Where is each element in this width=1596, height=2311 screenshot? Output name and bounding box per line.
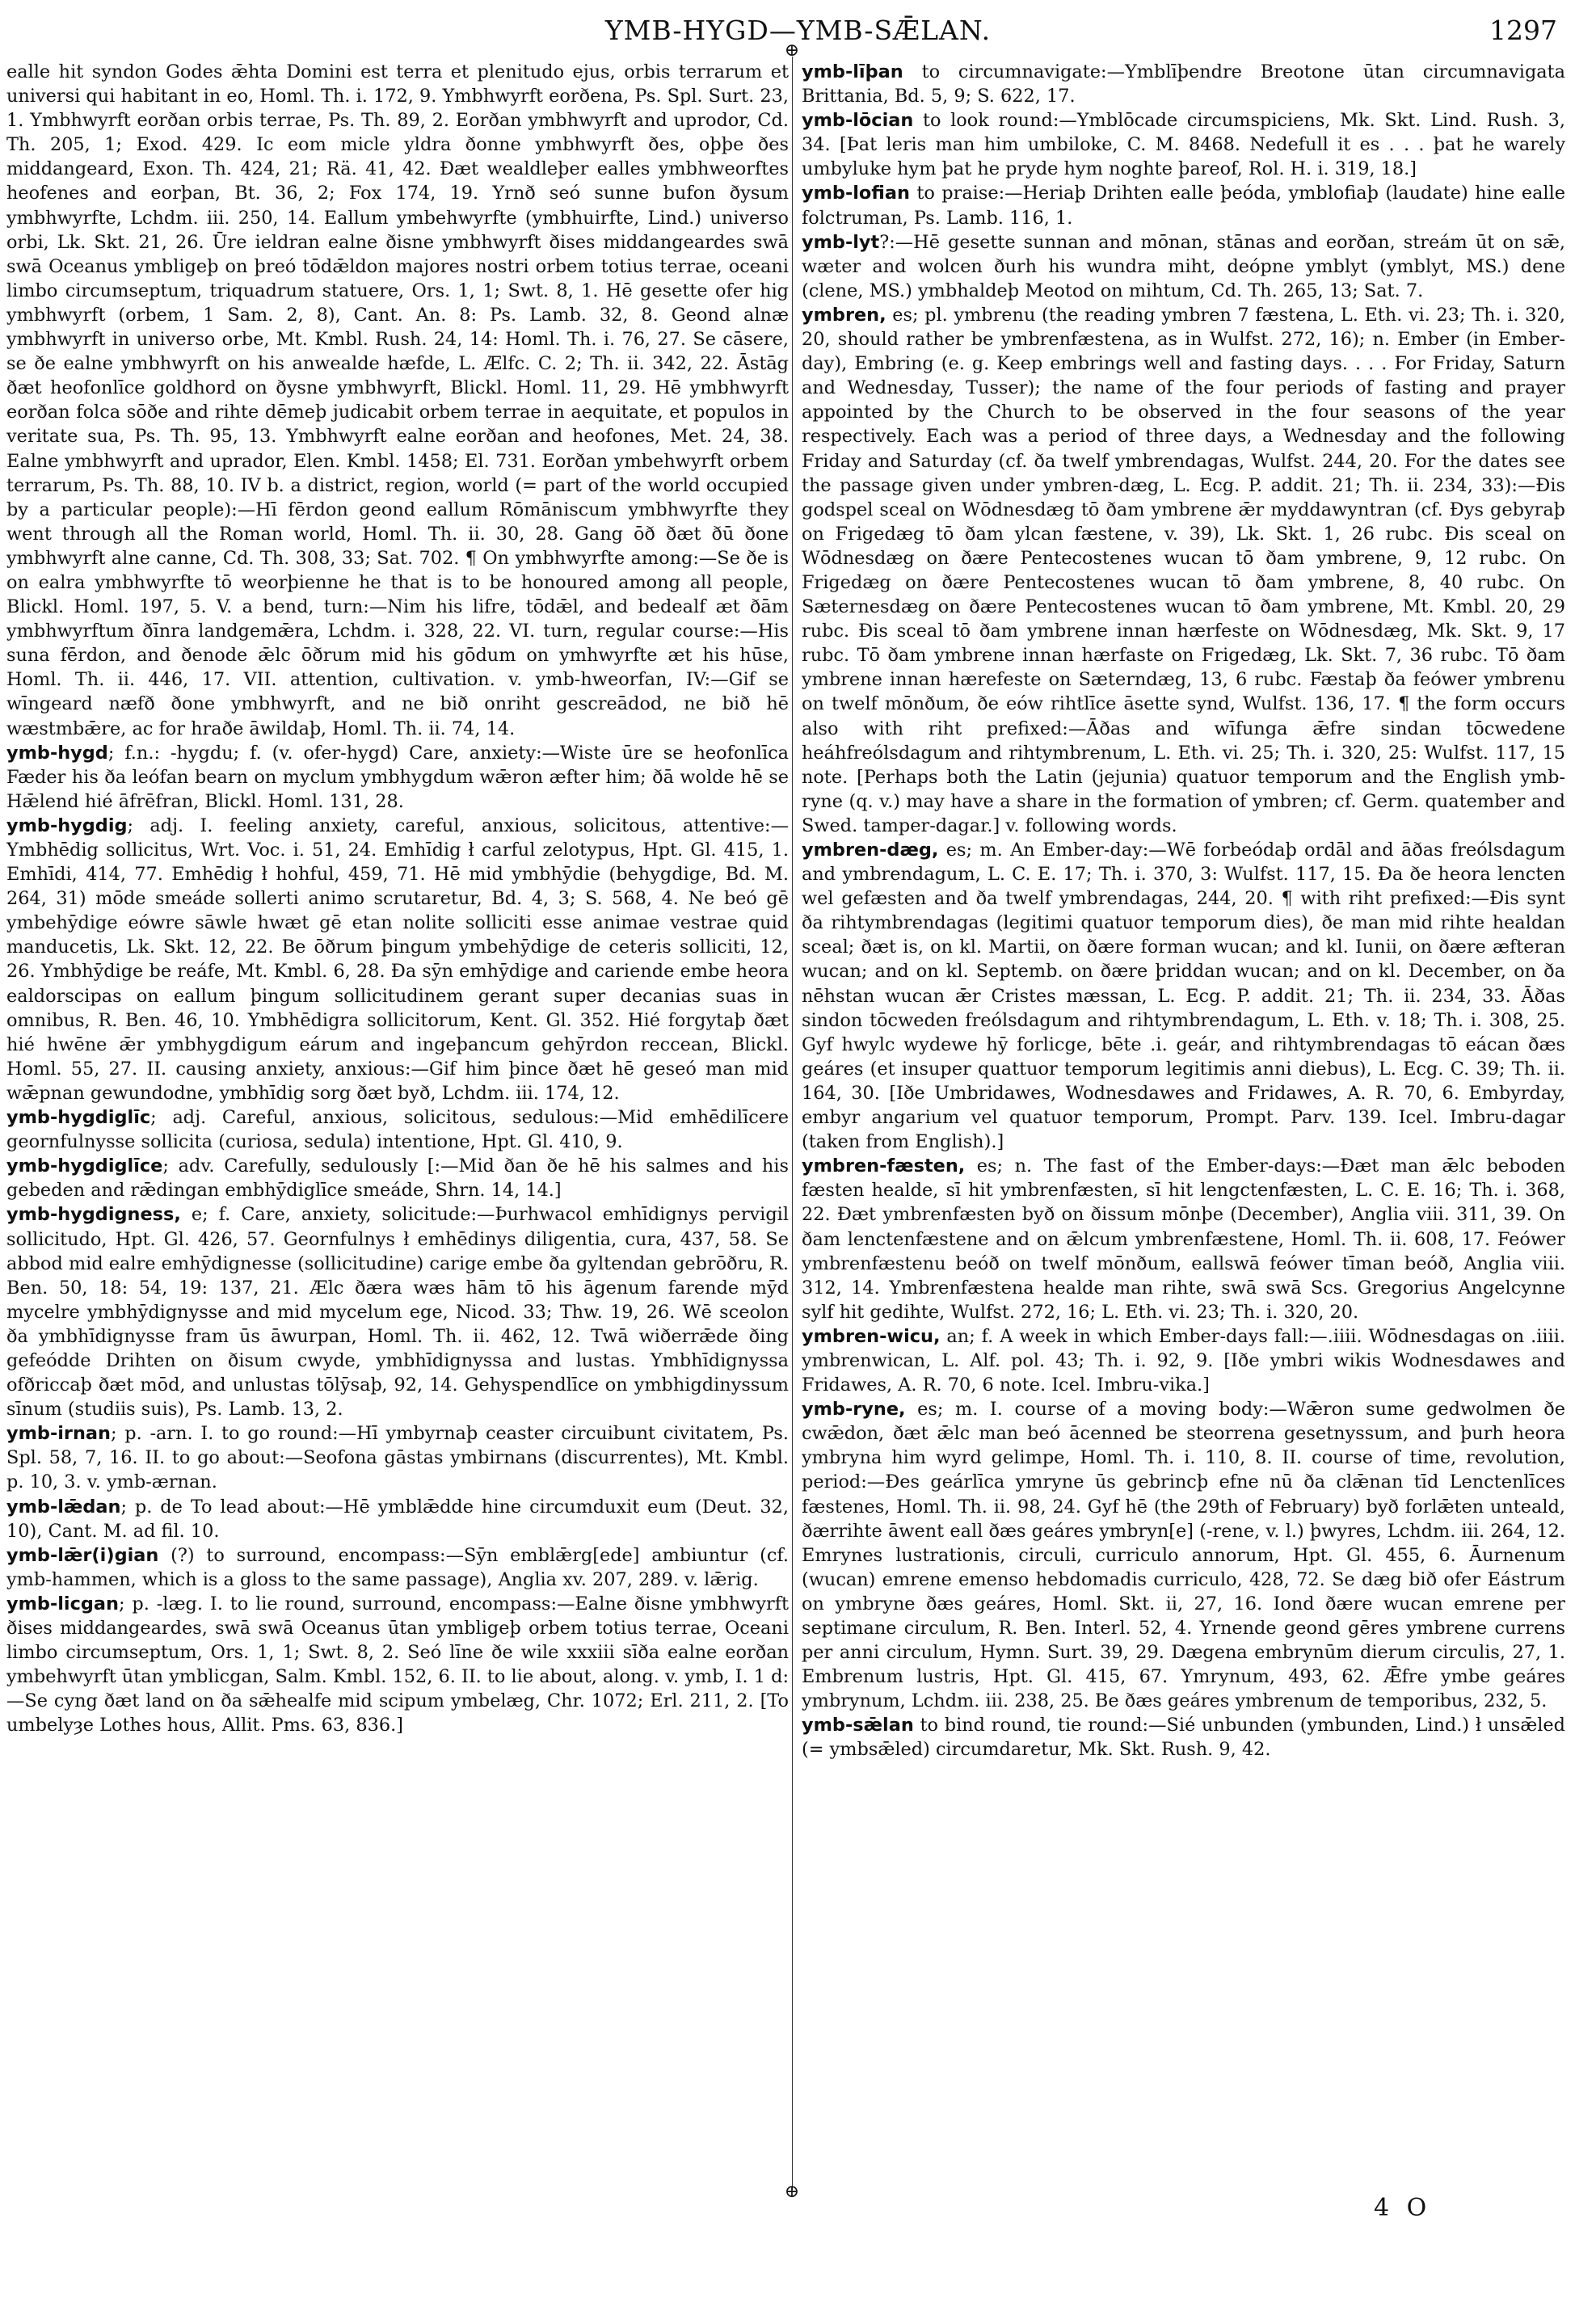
entry-ymbren-daeg: ymbren-dæg, es; m. An Ember-day:—Wē forbeódaþ ordāl and āðas freólsdagum and ymbrendagum, L. C. E. 17; Th. i. 370, 3: Wulfst. 117, 15. Ða ðe heora lencten wel gefæsten and ða twelf ymbrendagas, 244, 20. ¶ with riht prefixed:—Ðis synt ða rihtymbrendagas (legitimi quatuor temporum dies), ðe man mid rihte healdan sceal; ðæt is, on kl. Martii, on ðære forman wucan; and kl. Iunii, on ðære æfteran wucan; and on kl. Septemb. on ðære þriddan wucan; and on kl. December, on ða nēhstan wucan ǣr Cristes mæssan, L. Ecg. P. addit. 21; Th. ii. 234, 33. Āðas sindon tōcweden freólsdagum and rihtymbrendagum, L. Eth. v. 18; Th. i. 308, 25. Gyf hwylc wydewe hȳ forlicge, bēte .i. geár, and rihtymbrendagas tō eácan ðæs geáres (et insuper quattuor temporum legitimis anni diebus), L. Ecg. C. 39; Th. ii. 164, 30. [Iðe Umbridawes, Wodnesdawes and Fridawes, A. R. 70, 6. Embyrday, embyr angarium vel quatuor temporum, Prompt. Parv. 139. Icel. Imbru-dagar (taken from English).] [802, 840, 1565, 1153]
headword: ymb-lǣr(i)gian [6, 1544, 159, 1566]
entry-ymb-licgan: ymb-licgan; p. -læg. I. to lie round, surround, encompass:—Ealne ðisne ymbhwyrft ðises middangeardes, swā swā Oceanus ūtan ymbligeþ orbem totius terrae, Oceani limbo circumseptum, Ors. 1, 1; Swt. 8, 2. Seó līne ðe wile xxxiii sīða ealne eorðan ymbehwyrft ūtan ymblicgan, Salm. Kmbl. 152, 6. II. to lie about, along. v. ymb, I. 1 d:—Se cyng ðæt land on ða sǣhealfe mid scipum ymbelæg, Chr. 1072; Erl. 211, 2. [To umbelyȝe Lothes hous, Allit. Pms. 63, 836.] [6, 1593, 789, 1736]
entry-ymb-irnan: ymb-irnan; p. -arn. I. to go round:—Hī ymbyrnaþ ceaster circuibunt civitatem, Ps. Spl. 58, 7, 16. II. to go about:—Seofona gāstas ymbirnans (discurrentes), Mt. Kmbl. p. 10, 3. v. ymb-ærnan. [6, 1423, 789, 1493]
headword: ymbren-wicu, [802, 1325, 941, 1347]
headword: ymb-hygdig [6, 815, 128, 836]
entry-ymb-hygdiglic: ymb-hygdiglīc; adj. Careful, anxious, solicitous, sedulous:—Mid emhēdilīcere geornfulnysse sollicita (curiosa, sedula) intentione, Hpt. Gl. 410, 9. [6, 1107, 789, 1153]
entry-ymb-hygdigness: ymb-hygdigness, e; f. Care, anxiety, solicitude:—Þurhwacol emhīdignys pervigil sollicitudo, Hpt. Gl. 426, 57. Geornfulnys ł emhēdinys diligentia, cura, 437, 58. Se abbod mid ealre emhȳdignesse (sollicitudine) carige embe ða gyltendan gebrōðru, R. Ben. 50, 18: 54, 19: 137, 21. Ælc ðæra wæs hām tō his āgenum farende mȳd mycelre ymbhȳdignysse and mid mycelum ege, Nicod. 33; Thw. 19, 26. Wē sceolon ða ymbhīdignysse fram ūs āwurpan, Homl. Th. ii. 462, 12. Twā wiðerrǣde ðing gefeódde Drihten on ðisum cwyde, ymbhīdignyssa and lustas. Ymbhīdignyssa ofðriccaþ ðæt mōd, and unlustas tōlȳsaþ, 92, 14. Gehyspendlīce on ymbhigdinyssum sīnum (studiis suis), Ps. Lamb. 13, 2. [6, 1204, 789, 1421]
column-rule-ornament-top: ⊕ [784, 40, 800, 61]
headword: ymb-licgan [6, 1593, 119, 1614]
signature-mark: 4 O [1374, 2194, 1432, 2222]
headword: ymb-hygdigness, [6, 1204, 181, 1226]
column-divider [792, 57, 794, 2190]
headword: ymb-hygdiglīce [6, 1156, 163, 1177]
entry-ymb-laedan: ymb-lǣdan; p. de To lead about:—Hē ymblǣdde hine circumduxit eum (Deut. 32, 10), Cant. M. ad fil. 10. [6, 1496, 789, 1542]
entry-ymb-lyt: ymb-lyt?:—Hē gesette sunnan and mōnan, stānas and eorðan, streám ūt on sǣ, wæter and wolcen ðurh his wundra miht, deópne ymblyt (ymblyt, MS.) dene (clene, MS.) ymbhaldeþ Meotod on mihtum, Cd. Th. 265, 13; Sat. 7. [802, 231, 1565, 301]
headword: ymbren-fæsten, [802, 1156, 966, 1177]
headword: ymb-sǣlan [802, 1715, 914, 1736]
headword: ymb-irnan [6, 1423, 111, 1445]
column-rule-ornament-bottom: ⊕ [784, 2182, 800, 2202]
headword: ymb-hygdiglīc [6, 1107, 151, 1129]
headword: ymb-lōcian [802, 110, 914, 132]
left-column [6, 60, 789, 2201]
headword: ymb-ryne, [802, 1399, 906, 1421]
entry-ymb-hygdig: ymb-hygdig; adj. I. feeling anxiety, careful, anxious, solicitous, attentive:—Ymbhēdig sollicitus, Wrt. Voc. i. 51, 24. Emhīdig ł carful zelotypus, Hpt. Gl. 415, 1. Emhīdi, 414, 77. Emhēdig ł hohful, 459, 71. Hē mid ymbhȳdie (behygdige, Bd. M. 264, 31) mōde smeáde sollerti animo scrutaretur, Bd. 4, 3; S. 568, 4. Ne beó gē ymbehȳdige eówre sāwle hwæt gē etan nolite solliciti esse animae vestrae quid manducetis, Lk. Skt. 12, 22. Be ōðrum þingum ymbehȳdige de ceteris solliciti, 12, 26. Ymbhȳdige be reáfe, Mt. Kmbl. 6, 28. Ða sȳn emhȳdige and cariende embe heora ealdorscipas on eallum þingum sollicitudinem gerant super decanias suas in omnibus, R. Ben. 46, 10. Ymbhēdigra sollicitorum, Kent. Gl. 352. Hié forgytaþ ðæt hié hwēne ǣr ymbhygdigum eárum and ingeþancum gehȳrdon reccean, Blickl. Homl. 55, 27. II. causing anxiety, anxious:—Gif him þince ðæt hē geseó man mid wǣpnan gewundodne, ymbhīdig sorg ðæt byð, Lchdm. iii. 174, 12. [6, 815, 789, 1104]
entry-ymb-ryne: ymb-ryne, es; m. I. course of a moving body:—Wǣron sume gedwolmen ðe cwǣdon, ðæt ǣlc man beó ācenned be steorrena gesetnyssum, and þurh heora ymbryna him wyrd gelimpe, Homl. Th. i. 110, 8. II. course of time, revolution, period:—Ðes geárlīca ymryne ūs gebrincþ efne nū ða clǣnan tīd Lenctenlīces fæstenes, Homl. Th. ii. 98, 24. Gyf hē (the 29th of February) byð forlǣten unteald, ðærrihte āwent eall ðæs geáres ymbryn[e] (-rene, v. l.) þwyres, Lchdm. iii. 264, 12. Emrynes lustrationis, circuli, curriculo annorum, Hpt. Gl. 455, 6. Āurnenum (wucan) emrene emenso hebdomadis curriculo, 428, 72. Se dæg bið ofer Eástrum on ymbryne ðæs geáres, Homl. Skt. ii, 27, 16. Iond ðære wucan emrene per septimane circulum, R. Ben. Interl. 52, 4. Yrnende geond gēres ymbrene currens per anni circulum, Hymn. Surt. 39, 29. Dægena embrynūm dierum circulis, 27, 1. Embrenum lustris, Hpt. Gl. 415, 67. Ymrynum, 493, 62. Ǣfre ymbe geáres ymbrynum, Lchdm. iii. 238, 25. Be ðæs geáres ymbrenum de temporibus, 232, 5. [802, 1399, 1565, 1712]
right-column [802, 60, 1565, 2201]
headword: ymb-lofian [802, 183, 910, 204]
entry-ymbren-faesten: ymbren-fæsten, es; n. The fast of the Ember-days:—Ðæt man ǣlc beboden fæsten healde, sī hit ymbrenfæsten, sī hit lengctenfæsten, L. C. E. 16; Th. i. 368, 22. Ðæt ymbrenfæsten byð on ðissum mōnþe (December), Anglia viii. 311, 39. On ðam lenctenfæstene and on ǣlcum ymbrenfæstene, Homl. Th. ii. 608, 17. Feówer ymbrenfæstenu beóð on twelf mōnðum, eallswā feówer tīman beóð, Anglia viii. 312, 14. Ymbrenfæstena healde man rihte, swā swā Scs. Gregorius Angelcynne sylf hit gedihte, Wulfst. 272, 16; L. Eth. vi. 23; Th. i. 320, 20. [802, 1156, 1565, 1323]
page-number: 1297 [1489, 15, 1557, 46]
headword: ymbren, [802, 304, 886, 326]
headword: ymb-līþan [802, 61, 903, 82]
headword: ymb-lyt [802, 231, 880, 253]
running-title: YMB-HYGD—YMB-SǢLAN. [604, 15, 992, 46]
entry-ymb-hygd: ymb-hygd; f.n.: -hygdu; f. (v. ofer-hygd) Care, anxiety:—Wiste ūre se heofonlīca Fæder his ða leófan bearn on myclum ymbhygdum wǣron æfter him; ðā wolde hē se Hǣlend hié āfrēfran, Blickl. Homl. 131, 28. [6, 742, 789, 812]
entry-ymb-locian: ymb-lōcian to look round:—Ymblōcade circumspiciens, Mk. Skt. Lind. Rush. 3, 34. [Þat leris man him umbiloke, C. M. 8468. Nedefull it es . . . þat he warely umbyluke hym þat he pryde hym noghte þareof, Rol. H. i. 319, 18.] [802, 110, 1565, 180]
entry-ymb-hygdiglice: ymb-hygdiglīce; adv. Carefully, sedulously [:—Mid ðan ðe hē his salmes and his gebeden and rǣdingan embhȳdiglīce smeáde, Shrn. 14, 14.] [6, 1156, 789, 1202]
entry-ymb-laerigian: ymb-lǣr(i)gian (?) to surround, encompass:—Sȳn emblǣrg[ede] ambiuntur (cf. ymb-hammen, which is a gloss to the same passage), Anglia xv. 207, 289. v. lǣrig. [6, 1544, 789, 1590]
entry-ymbren-wicu: ymbren-wicu, an; f. A week in which Ember-days fall:—.iiii. Wōdnesdagas on .iiii. ymbrenwican, L. Alf. pol. 43; Th. i. 92, 9. [Iðe ymbri wikis Wodnesdawes and Fridawes, A. R. 70, 6 note. Icel. Imbru-vika.] [802, 1325, 1565, 1396]
entry-ymb-saelan: ymb-sǣlan to bind round, tie round:—Sié unbunden (ymbunden, Lind.) ł unsǣled (= ymbsǣled) circumdaretur, Mk. Skt. Rush. 9, 42. [802, 1715, 1565, 1761]
entry-ymbhwyrft-continued: ealle hit syndon Godes ǣhta Domini est terra et plenitudo ejus, orbis terrarum et universi qui habitant in eo, Homl. Th. i. 172, 9. Ymbhwyrft eorðena, Ps. Spl. Surt. 23, 1. Ymbhwyrft eorðan orbis terrae, Ps. Th. 89, 2. Eorðan ymbhwyrft and uprodor, Cd. Th. 205, 1; Exod. 429. Ic eom micle yldra ðonne ymbhwyrft ðes, oþþe ðes middangeard, Exon. Th. 424, 21; Rä. 41, 42. Ðæt wealdleþer ealles ymbhweorftes heofenes and eorþan, Bt. 36, 2; Fox 174, 19. Yrnð seó sunne bufon ðysum ymbhwyrfte, Lchdm. iii. 250, 14. Eallum ymbehwyrfte (ymbhuirfte, Lind.) universo orbi, Lk. Skt. 21, 26. Ūre ieldran ealne ðisne ymbhwyrft ðises middangeardes swā swā Oceanus ymbligeþ on þreó tōdǣldon majores nostri orbem totius terrae, oceani limbo circumseptum, triquadrum statuere, Ors. 1, 1; Swt. 8, 1. Hē gesette ofer hig ymbhwyrft (orbem, 1 Sam. 2, 8), Cant. An. 8: Ps. Lamb. 32, 8. Geond alnæ ymbhwyrft in universo orbe, Mt. Kmbl. Rush. 24, 14: Homl. Th. i. 76, 27. Se cāsere, se ðe ealne ymbhwyrft on his anwealde hæfde, L. Ælfc. C. 2; Th. ii. 342, 22. Āstāg ðæt heofonlīce goldhord on ðysne ymbhwyrft, Blickl. Homl. 11, 29. Hē ymbhwyrft eorðan folca sōðe and rihte dēmeþ judicabit orbem terrae in aequitate, et populos in veritate sua, Ps. Th. 95, 13. Ymbhwyrft ealne eorðan and heofones, Met. 24, 38. Ealne ymbhwyrft and uprador, Elen. Kmbl. 1458; El. 731. Eorðan ymbehwyrft orbem terrarum, Ps. Th. 88, 10. IV b. a district, region, world (= part of the world occupied by a particular people):—Hī fērdon geond eallum Rōmāniscum ymbhwyrfte they went through all the Roman world, Homl. Th. ii. 30, 28. Gang ōð ðæt ðū ðone ymbhwyrft alne canne, Cd. Th. 308, 33; Sat. 702. ¶ On ymbhwyrfte among:—Se ðe is on ealra ymbhwyrfte tō weorþienne he that is to be honoured among all people, Blickl. Homl. 197, 5. V. a bend, turn:—Nim his lifre, tōdǣl, and bedealf æt ðām ymbhwyrftum ðīnra landgemǣra, Lchdm. i. 328, 22. VI. turn, regular course:—His suna fērdon, and ðenode ǣlc ōðrum mid his gōdum on ymhwyrfte æt his hūse, Homl. Th. ii. 446, 17. VII. attention, cultivation. v. ymb-hweorfan, IV:—Gif se wīngeard næfð ðone ymbhwyrft, and ne bið onriht gescreādod, ne bið hē wæstmbǣre, ac for hraðe āwildaþ, Homl. Th. ii. 74, 14. [6, 61, 789, 739]
entry-ymb-lithan: ymb-līþan to circumnavigate:—Ymblīþendre Breotone ūtan circumnavigata Brittania, Bd. 5, 9; S. 622, 17. [802, 61, 1565, 107]
headword: ymb-lǣdan [6, 1496, 121, 1518]
headword: ymb-hygd [6, 742, 108, 764]
entry-ymb-lofian: ymb-lofian to praise:—Heriaþ Drihten ealle þeóda, ymblofiaþ (laudate) hine ealle folctruman, Ps. Lamb. 116, 1. [802, 183, 1565, 229]
entry-ymbren: ymbren, es; pl. ymbrenu (the reading ymbren 7 fæstena, L. Eth. vi. 23; Th. i. 320, 20, should rather be ymbrenfæstena, as in Wulfst. 272, 16); n. Ember (in Ember-day), Embring (e. g. Keep embrings well and fasting days. . . . For Friday, Saturn and Wednesday, Tusser); the name of the four periods of fasting and prayer appointed by the Church to be observed in the four seasons of the year respectively. Each was a period of three days, a Wednesday and the following Friday and Saturday (cf. ða twelf ymbrendagas, Wulfst. 244, 20. For the dates see the passage given under ymbren-dæg, L. Ecg. P. addit. 21; Th. ii. 234, 33):—Ðis godspel sceal on Wōdnesdæg tō ðam ymbrene ǣr myddawyntran (cf. Ðys gebyraþ on Frigedæg tō ðam ylcan fæstene, v. 39), Lk. Skt. 1, 26 rubc. Ðis sceal on Wōdnesdæg on ðære Pentecostenes wucan tō ðam ymbrene, 9, 12 rubc. On Frigedæg on ðære Pentecostenes wucan tō ðam ymbrene, 8, 40 rubc. On Sæternesdæg on ðære Pentecostenes wucan tō ðam ymbrene, Mt. Kmbl. 20, 29 rubc. Ðis sceal tō ðam ymbrene innan hærfeste on Wōdnesdæg, Mk. Skt. 9, 17 rubc. Tō ðam ymbrene innan hærfaste on Frigedæg, Lk. Skt. 7, 36 rubc. Tō ðam ymbrene innan hærefeste on Sæterndæg, 13, 6 rubc. Fæstaþ ða feówer ymbrenu on twelf mōnðum, ðe eów rihtlīce āsette synd, Wulfst. 136, 17. ¶ the form occurs also with riht prefixed:—Āðas and wīfunga ǣfre sindan tōcwedene heáhfreólsdagum and rihtymbrenum, L. Eth. vi. 25; Th. i. 320, 25: Wulfst. 117, 15 note. [Perhaps both the Latin (jejunia) quatuor temporum and the English ymb-ryne (q. v.) may have a share in the formation of ymbren; cf. Germ. quatember and Swed. tamper-dagar.] v. following words. [802, 304, 1565, 836]
headword: ymbren-dæg, [802, 840, 939, 861]
